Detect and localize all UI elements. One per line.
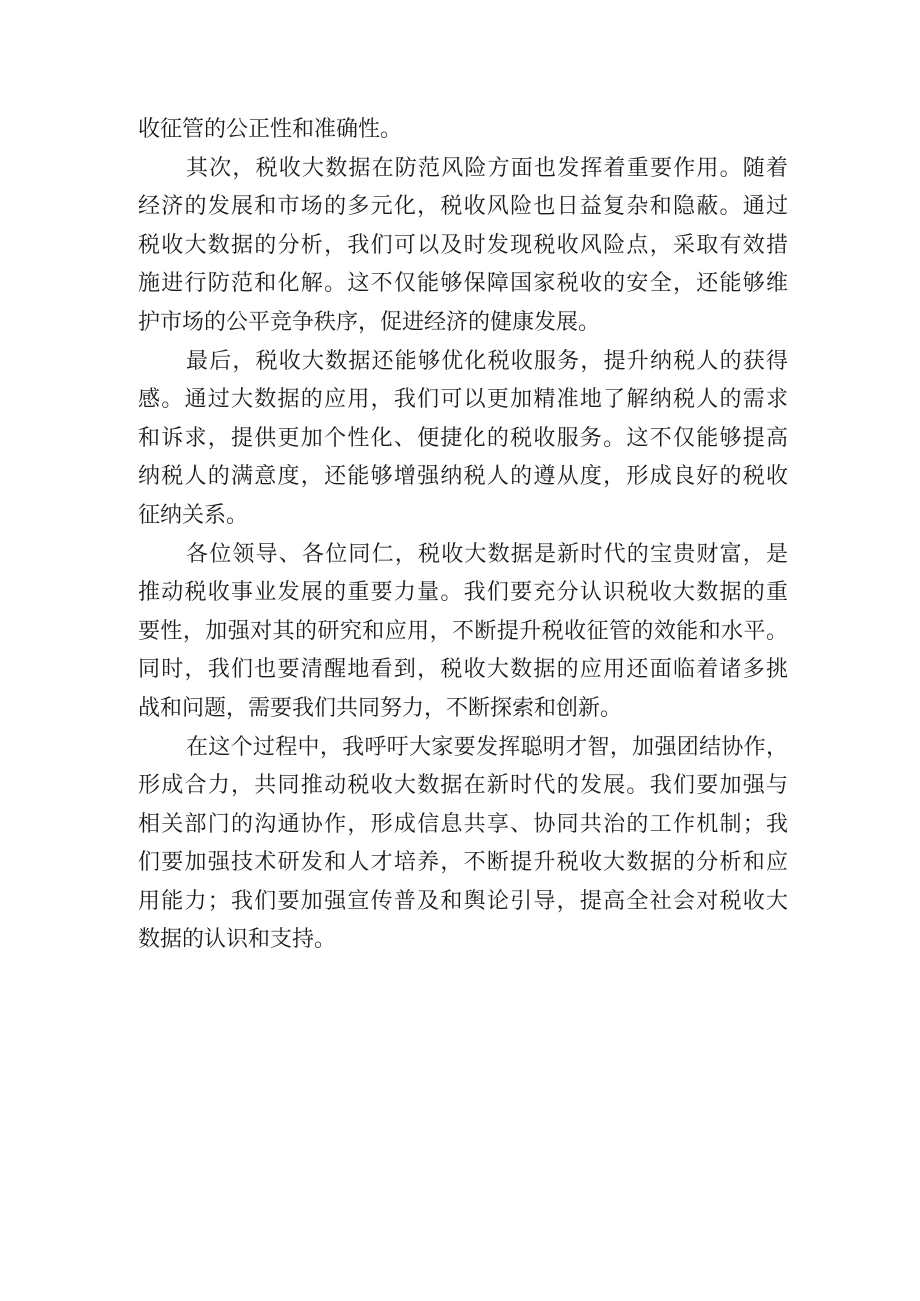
paragraph-line: 税收大数据的分析，我们可以及时发现税收风险点，采取有效措 [138,232,788,258]
paragraph-line: 在这个过程中，我呼吁大家要发挥聪明才智，加强团结协作， [186,734,788,760]
paragraph-line: 要性，加强对其的研究和应用，不断提升税收征管的效能和水平。 [138,618,788,644]
paragraph-line: 相关部门的沟通协作，形成信息共享、协同共治的工作机制；我 [138,811,788,837]
paragraph-2 [138,150,788,343]
paragraph-line: 们要加强技术研发和人才培养，不断提升税收大数据的分析和应 [138,850,788,876]
paragraph-line: 最后，税收大数据还能够优化税收服务，提升纳税人的获得 [186,348,788,374]
paragraph-line: 收征管的公正性和准确性。 [138,117,403,142]
paragraph-line: 数据的认识和支持。 [138,927,337,953]
paragraph-line: 纳税人的满意度，还能够增强纳税人的遵从度，形成良好的税收 [138,464,788,490]
paragraph-line: 推动税收事业发展的重要力量。我们要充分认识税收大数据的重 [138,580,788,606]
paragraph-4 [138,536,788,729]
paragraph-1 [138,111,788,150]
paragraph-5 [138,729,788,961]
paragraph-line: 同时，我们也要清醒地看到，税收大数据的应用还面临着诸多挑 [138,657,788,683]
paragraph-line: 经济的发展和市场的多元化，税收风险也日益复杂和隐蔽。通过 [138,194,788,220]
paragraph-line: 和诉求，提供更加个性化、便捷化的税收服务。这不仅能够提高 [138,425,788,451]
paragraph-line: 形成合力，共同推动税收大数据在新时代的发展。我们要加强与 [138,773,788,799]
paragraph-line: 各位领导、各位同仁，税收大数据是新时代的宝贵财富，是 [186,541,788,567]
paragraph-line: 施进行防范和化解。这不仅能够保障国家税收的安全，还能够维 [138,271,788,297]
paragraph-line: 战和问题，需要我们共同努力，不断探索和创新。 [138,695,623,721]
paragraph-line: 感。通过大数据的应用，我们可以更加精准地了解纳税人的需求 [138,387,788,413]
document-body [138,111,788,960]
paragraph-3 [138,343,788,536]
paragraph-line: 其次，税收大数据在防范风险方面也发挥着重要作用。随着 [186,155,788,181]
paragraph-line: 征纳关系。 [138,502,249,528]
paragraph-line: 用能力；我们要加强宣传普及和舆论引导，提高全社会对税收大 [138,888,788,914]
paragraph-line: 护市场的公平竞争秩序，促进经济的健康发展。 [138,309,601,335]
